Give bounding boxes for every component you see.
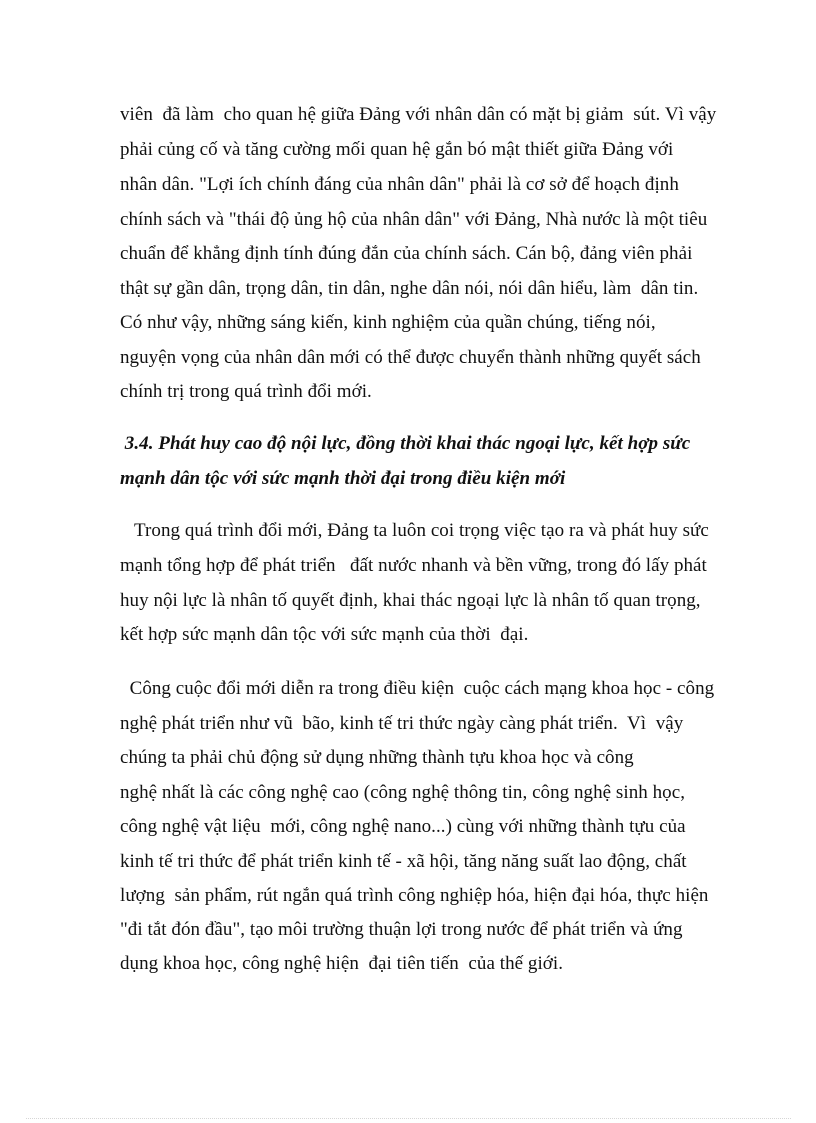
paragraph-3-line: Công cuộc đổi mới diễn ra trong điều kiện cuộc cách mạng khoa học - công <box>120 678 715 699</box>
section-heading-line: mạnh dân tộc với sức mạnh thời đại trong điều kiện mới <box>120 468 566 489</box>
paragraph-1-line: nguyện vọng của nhân dân mới có thể được chuyển thành những quyết sách <box>120 347 701 368</box>
paragraph-1-line: thật sự gần dân, trọng dân, tin dân, nghe dân nói, nói dân hiểu, làm dân tin. <box>120 278 699 299</box>
page-bottom-divider <box>26 1118 791 1119</box>
paragraph-1-line: Có như vậy, những sáng kiến, kinh nghiệm của quần chúng, tiếng nói, <box>120 312 656 333</box>
paragraph-1-line: chính sách và "thái độ ủng hộ của nhân dân" với Đảng, Nhà nước là một tiêu <box>120 209 708 230</box>
paragraph-1-line: nhân dân. "Lợi ích chính đáng của nhân dân" phải là cơ sở để hoạch định <box>120 174 679 195</box>
paragraph-2-line: huy nội lực là nhân tố quyết định, khai thác ngoại lực là nhân tố quan trọng, <box>120 590 701 611</box>
paragraph-3-line: nghệ nhất là các công nghệ cao (công nghệ thông tin, công nghệ sinh học, <box>120 782 685 803</box>
paragraph-1-line: phải củng cố và tăng cường mối quan hệ gắn bó mật thiết giữa Đảng với <box>120 139 674 160</box>
paragraph-1-line: viên đã làm cho quan hệ giữa Đảng với nhân dân có mặt bị giảm sút. Vì vậy <box>120 104 717 125</box>
paragraph-1-line: chính trị trong quá trình đổi mới. <box>120 381 372 402</box>
paragraph-2-line: mạnh tổng hợp để phát triển đất nước nhanh và bền vững, trong đó lấy phát <box>120 555 707 576</box>
paragraph-2-line: kết hợp sức mạnh dân tộc với sức mạnh của thời đại. <box>120 624 529 645</box>
paragraph-3-line: công nghệ vật liệu mới, công nghệ nano...) cùng với những thành tựu của <box>120 816 686 837</box>
paragraph-3-line: dụng khoa học, công nghệ hiện đại tiên tiến của thế giới. <box>120 953 564 974</box>
paragraph-3-line: nghệ phát triển như vũ bão, kinh tế tri thức ngày càng phát triển. Vì vậy <box>120 713 684 734</box>
paragraph-2-line: Trong quá trình đổi mới, Đảng ta luôn coi trọng việc tạo ra và phát huy sức <box>120 520 709 541</box>
section-heading-line: 3.4. Phát huy cao độ nội lực, đồng thời khai thác ngoại lực, kết hợp sức <box>120 433 691 454</box>
paragraph-1-line: chuẩn để khẳng định tính đúng đắn của chính sách. Cán bộ, đảng viên phải <box>120 243 693 264</box>
paragraph-3-line: chúng ta phải chủ động sử dụng những thành tựu khoa học và công <box>120 747 634 768</box>
paragraph-3-line: kinh tế tri thức để phát triển kinh tế - xã hội, tăng năng suất lao động, chất <box>120 851 687 872</box>
paragraph-3-line: "đi tắt đón đầu", tạo môi trường thuận lợi trong nước để phát triển và ứng <box>120 919 683 940</box>
paragraph-3-line: lượng sản phẩm, rút ngắn quá trình công nghiệp hóa, hiện đại hóa, thực hiện <box>120 885 709 906</box>
